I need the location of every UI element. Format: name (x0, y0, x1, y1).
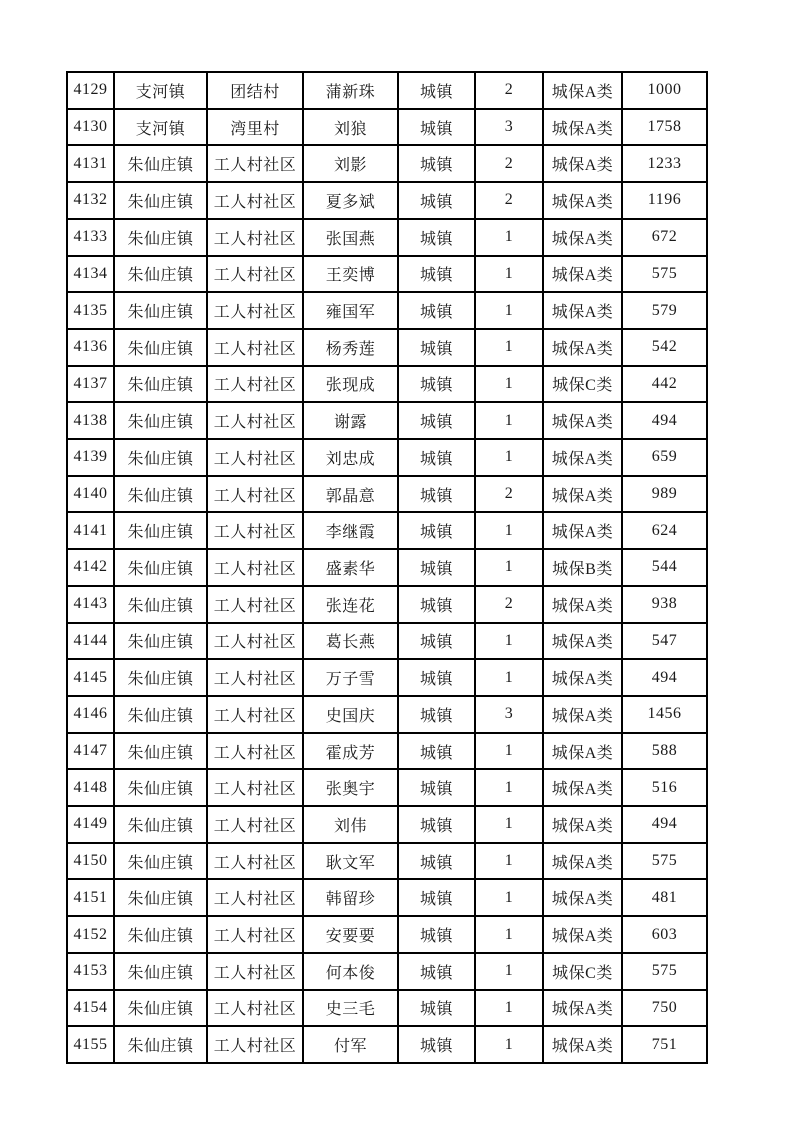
table-cell: 刘伟 (303, 806, 398, 843)
table-cell: 城镇 (398, 72, 475, 109)
table-cell: 1 (475, 916, 543, 953)
table-cell: 刘狼 (303, 109, 398, 146)
table-cell: 工人村社区 (207, 659, 303, 696)
table-cell: 624 (622, 512, 707, 549)
table-cell: 3 (475, 696, 543, 733)
table-cell: 1 (475, 402, 543, 439)
table-cell: 4136 (67, 329, 114, 366)
table-cell: 城保A类 (543, 72, 622, 109)
table-cell: 4129 (67, 72, 114, 109)
table-cell: 工人村社区 (207, 990, 303, 1027)
table-cell: 朱仙庄镇 (114, 219, 207, 256)
table-cell: 杨秀莲 (303, 329, 398, 366)
table-cell: 城镇 (398, 219, 475, 256)
table-cell: 4144 (67, 623, 114, 660)
table-cell: 751 (622, 1026, 707, 1063)
table-cell: 4152 (67, 916, 114, 953)
table-cell: 城保B类 (543, 549, 622, 586)
table-cell: 1 (475, 292, 543, 329)
table-cell: 城保A类 (543, 476, 622, 513)
table-cell: 575 (622, 843, 707, 880)
table-cell: 工人村社区 (207, 806, 303, 843)
table-cell: 城镇 (398, 549, 475, 586)
table-row (67, 623, 707, 660)
table-cell: 支河镇 (114, 72, 207, 109)
table-cell: 朱仙庄镇 (114, 1026, 207, 1063)
table-cell: 579 (622, 292, 707, 329)
table-cell: 工人村社区 (207, 182, 303, 219)
table-row (67, 586, 707, 623)
table-cell: 城保A类 (543, 769, 622, 806)
table-cell: 城保A类 (543, 879, 622, 916)
table-cell: 工人村社区 (207, 292, 303, 329)
table-cell: 516 (622, 769, 707, 806)
table-row (67, 916, 707, 953)
table-cell: 朱仙庄镇 (114, 439, 207, 476)
table-cell: 494 (622, 806, 707, 843)
table-cell: 1 (475, 769, 543, 806)
table-cell: 朱仙庄镇 (114, 549, 207, 586)
table-cell: 1 (475, 733, 543, 770)
table-cell: 城镇 (398, 916, 475, 953)
table-cell: 4140 (67, 476, 114, 513)
table-cell: 4147 (67, 733, 114, 770)
table-cell: 1 (475, 953, 543, 990)
table-cell: 城保A类 (543, 586, 622, 623)
table-cell: 4134 (67, 256, 114, 293)
table-cell: 工人村社区 (207, 586, 303, 623)
table-cell: 朱仙庄镇 (114, 806, 207, 843)
table-cell: 城镇 (398, 1026, 475, 1063)
table-cell: 4131 (67, 145, 114, 182)
table-cell: 城镇 (398, 366, 475, 403)
table-cell: 工人村社区 (207, 512, 303, 549)
table-cell: 城镇 (398, 476, 475, 513)
table-cell: 工人村社区 (207, 696, 303, 733)
table-cell: 付军 (303, 1026, 398, 1063)
table-cell: 朱仙庄镇 (114, 145, 207, 182)
table-cell: 工人村社区 (207, 402, 303, 439)
table-cell: 4139 (67, 439, 114, 476)
table-cell: 989 (622, 476, 707, 513)
table-cell: 4132 (67, 182, 114, 219)
table-cell: 朱仙庄镇 (114, 623, 207, 660)
table-cell: 1 (475, 806, 543, 843)
table-row (67, 72, 707, 109)
table-cell: 张奥宇 (303, 769, 398, 806)
table-cell: 城镇 (398, 806, 475, 843)
table-row (67, 256, 707, 293)
table-cell: 工人村社区 (207, 145, 303, 182)
table-cell: 城镇 (398, 256, 475, 293)
table-cell: 工人村社区 (207, 769, 303, 806)
table-cell: 城镇 (398, 586, 475, 623)
table-cell: 城镇 (398, 329, 475, 366)
table-row (67, 366, 707, 403)
table-cell: 何本俊 (303, 953, 398, 990)
table-cell: 工人村社区 (207, 476, 303, 513)
table-row (67, 476, 707, 513)
table-cell: 1000 (622, 72, 707, 109)
table-cell: 4137 (67, 366, 114, 403)
table-cell: 城镇 (398, 109, 475, 146)
table-cell: 1 (475, 329, 543, 366)
table-cell: 城镇 (398, 733, 475, 770)
table-cell: 朱仙庄镇 (114, 696, 207, 733)
table-cell: 544 (622, 549, 707, 586)
table-cell: 4155 (67, 1026, 114, 1063)
table-cell: 1196 (622, 182, 707, 219)
table-cell: 朱仙庄镇 (114, 292, 207, 329)
table-cell: 4151 (67, 879, 114, 916)
table-cell: 工人村社区 (207, 549, 303, 586)
table-cell: 团结村 (207, 72, 303, 109)
table-cell: 938 (622, 586, 707, 623)
table-cell: 韩留珍 (303, 879, 398, 916)
table-cell: 城镇 (398, 145, 475, 182)
table-row (67, 953, 707, 990)
table-cell: 1 (475, 219, 543, 256)
table-cell: 城镇 (398, 182, 475, 219)
table-row (67, 549, 707, 586)
table-cell: 工人村社区 (207, 329, 303, 366)
table-cell: 朱仙庄镇 (114, 402, 207, 439)
table-cell: 城镇 (398, 843, 475, 880)
table-cell: 1758 (622, 109, 707, 146)
table-cell: 朱仙庄镇 (114, 990, 207, 1027)
table-row (67, 182, 707, 219)
table-cell: 朱仙庄镇 (114, 843, 207, 880)
table-cell: 672 (622, 219, 707, 256)
table-cell: 588 (622, 733, 707, 770)
table-cell: 2 (475, 145, 543, 182)
table-row (67, 145, 707, 182)
table-row (67, 843, 707, 880)
table-cell: 1 (475, 256, 543, 293)
table-cell: 城镇 (398, 879, 475, 916)
table-cell: 城保A类 (543, 843, 622, 880)
table-cell: 4133 (67, 219, 114, 256)
table-cell: 蒲新珠 (303, 72, 398, 109)
table-cell: 城保A类 (543, 512, 622, 549)
table-cell: 万子雪 (303, 659, 398, 696)
table-cell: 朱仙庄镇 (114, 769, 207, 806)
table-cell: 城保A类 (543, 623, 622, 660)
table-row (67, 806, 707, 843)
table-cell: 耿文军 (303, 843, 398, 880)
table-cell: 1 (475, 549, 543, 586)
table-cell: 4143 (67, 586, 114, 623)
table-cell: 4130 (67, 109, 114, 146)
table-cell: 朱仙庄镇 (114, 256, 207, 293)
table-cell: 1 (475, 623, 543, 660)
table-cell: 工人村社区 (207, 879, 303, 916)
table-cell: 史三毛 (303, 990, 398, 1027)
table-cell: 朱仙庄镇 (114, 512, 207, 549)
table-cell: 494 (622, 659, 707, 696)
table-row (67, 512, 707, 549)
table-cell: 4148 (67, 769, 114, 806)
table-cell: 2 (475, 476, 543, 513)
table-cell: 张连花 (303, 586, 398, 623)
table-cell: 城保A类 (543, 292, 622, 329)
table-row (67, 219, 707, 256)
table-cell: 工人村社区 (207, 623, 303, 660)
table-cell: 工人村社区 (207, 843, 303, 880)
table-cell: 史国庆 (303, 696, 398, 733)
table-cell: 朱仙庄镇 (114, 586, 207, 623)
table-cell: 1 (475, 512, 543, 549)
table-cell: 4154 (67, 990, 114, 1027)
table-cell: 工人村社区 (207, 733, 303, 770)
table-cell: 城保A类 (543, 659, 622, 696)
table-cell: 2 (475, 586, 543, 623)
table-cell: 朱仙庄镇 (114, 366, 207, 403)
table-cell: 城保A类 (543, 733, 622, 770)
table-cell: 张国燕 (303, 219, 398, 256)
table-cell: 4149 (67, 806, 114, 843)
table-cell: 工人村社区 (207, 219, 303, 256)
table-cell: 1 (475, 879, 543, 916)
table-cell: 城保A类 (543, 145, 622, 182)
table-row (67, 1026, 707, 1063)
table-cell: 安要要 (303, 916, 398, 953)
table-cell: 城镇 (398, 769, 475, 806)
table-cell: 城保A类 (543, 182, 622, 219)
table-cell: 4153 (67, 953, 114, 990)
table-cell: 城保C类 (543, 366, 622, 403)
table-cell: 工人村社区 (207, 366, 303, 403)
table-cell: 支河镇 (114, 109, 207, 146)
table-cell: 城镇 (398, 696, 475, 733)
table-cell: 夏多斌 (303, 182, 398, 219)
table-cell: 城保A类 (543, 1026, 622, 1063)
table-cell: 城镇 (398, 953, 475, 990)
table-cell: 城镇 (398, 402, 475, 439)
table-cell: 1 (475, 1026, 543, 1063)
table-cell: 481 (622, 879, 707, 916)
table-cell: 4138 (67, 402, 114, 439)
table-cell: 603 (622, 916, 707, 953)
table-cell: 城保C类 (543, 953, 622, 990)
table-cell: 刘忠成 (303, 439, 398, 476)
table-cell: 城镇 (398, 990, 475, 1027)
table-cell: 4150 (67, 843, 114, 880)
table-cell: 659 (622, 439, 707, 476)
table-cell: 542 (622, 329, 707, 366)
table-cell: 1 (475, 439, 543, 476)
table-cell: 575 (622, 953, 707, 990)
table-cell: 547 (622, 623, 707, 660)
table-cell: 城保A类 (543, 439, 622, 476)
table-cell: 张现成 (303, 366, 398, 403)
table-cell: 雍国军 (303, 292, 398, 329)
table-cell: 城镇 (398, 292, 475, 329)
table-cell: 4141 (67, 512, 114, 549)
table-cell: 朱仙庄镇 (114, 733, 207, 770)
table-cell: 城保A类 (543, 256, 622, 293)
table-cell: 盛素华 (303, 549, 398, 586)
table-row (67, 696, 707, 733)
table-cell: 城保A类 (543, 402, 622, 439)
table-cell: 朱仙庄镇 (114, 659, 207, 696)
table-row (67, 402, 707, 439)
table-cell: 1233 (622, 145, 707, 182)
table-cell: 霍成芳 (303, 733, 398, 770)
table-cell: 1 (475, 843, 543, 880)
table-cell: 王奕博 (303, 256, 398, 293)
table-cell: 李继霞 (303, 512, 398, 549)
table-row (67, 329, 707, 366)
table-cell: 1 (475, 659, 543, 696)
table-cell: 工人村社区 (207, 1026, 303, 1063)
table-cell: 城保A类 (543, 329, 622, 366)
table-cell: 谢露 (303, 402, 398, 439)
table-cell: 工人村社区 (207, 439, 303, 476)
table-cell: 工人村社区 (207, 256, 303, 293)
table-cell: 城保A类 (543, 990, 622, 1027)
table-cell: 575 (622, 256, 707, 293)
table-cell: 城保A类 (543, 806, 622, 843)
table-cell: 朱仙庄镇 (114, 879, 207, 916)
table-cell: 城镇 (398, 512, 475, 549)
table-cell: 4146 (67, 696, 114, 733)
table-cell: 1 (475, 366, 543, 403)
table-cell: 494 (622, 402, 707, 439)
table-cell: 朱仙庄镇 (114, 329, 207, 366)
table-cell: 442 (622, 366, 707, 403)
table-cell: 4145 (67, 659, 114, 696)
table-cell: 1456 (622, 696, 707, 733)
table-cell: 4142 (67, 549, 114, 586)
table-cell: 1 (475, 990, 543, 1027)
table-cell: 城保A类 (543, 219, 622, 256)
table-row (67, 292, 707, 329)
table-row (67, 659, 707, 696)
table-cell: 3 (475, 109, 543, 146)
table-cell: 朱仙庄镇 (114, 916, 207, 953)
table-row (67, 439, 707, 476)
table-cell: 郭晶意 (303, 476, 398, 513)
table-cell: 2 (475, 182, 543, 219)
table-body (67, 72, 707, 1063)
table-cell: 朱仙庄镇 (114, 953, 207, 990)
table-cell: 750 (622, 990, 707, 1027)
table-cell: 城保A类 (543, 109, 622, 146)
table-row (67, 990, 707, 1027)
table-cell: 2 (475, 72, 543, 109)
table-cell: 城镇 (398, 439, 475, 476)
table-cell: 城镇 (398, 659, 475, 696)
table-cell: 4135 (67, 292, 114, 329)
table-row (67, 879, 707, 916)
table-cell: 湾里村 (207, 109, 303, 146)
table-row (67, 769, 707, 806)
table-cell: 朱仙庄镇 (114, 182, 207, 219)
table-row (67, 109, 707, 146)
table-cell: 刘影 (303, 145, 398, 182)
data-table (66, 71, 708, 1064)
table-row (67, 733, 707, 770)
table-cell: 工人村社区 (207, 953, 303, 990)
table-cell: 城镇 (398, 623, 475, 660)
table-cell: 工人村社区 (207, 916, 303, 953)
table-cell: 城保A类 (543, 696, 622, 733)
table-cell: 葛长燕 (303, 623, 398, 660)
table-cell: 城保A类 (543, 916, 622, 953)
table-cell: 朱仙庄镇 (114, 476, 207, 513)
